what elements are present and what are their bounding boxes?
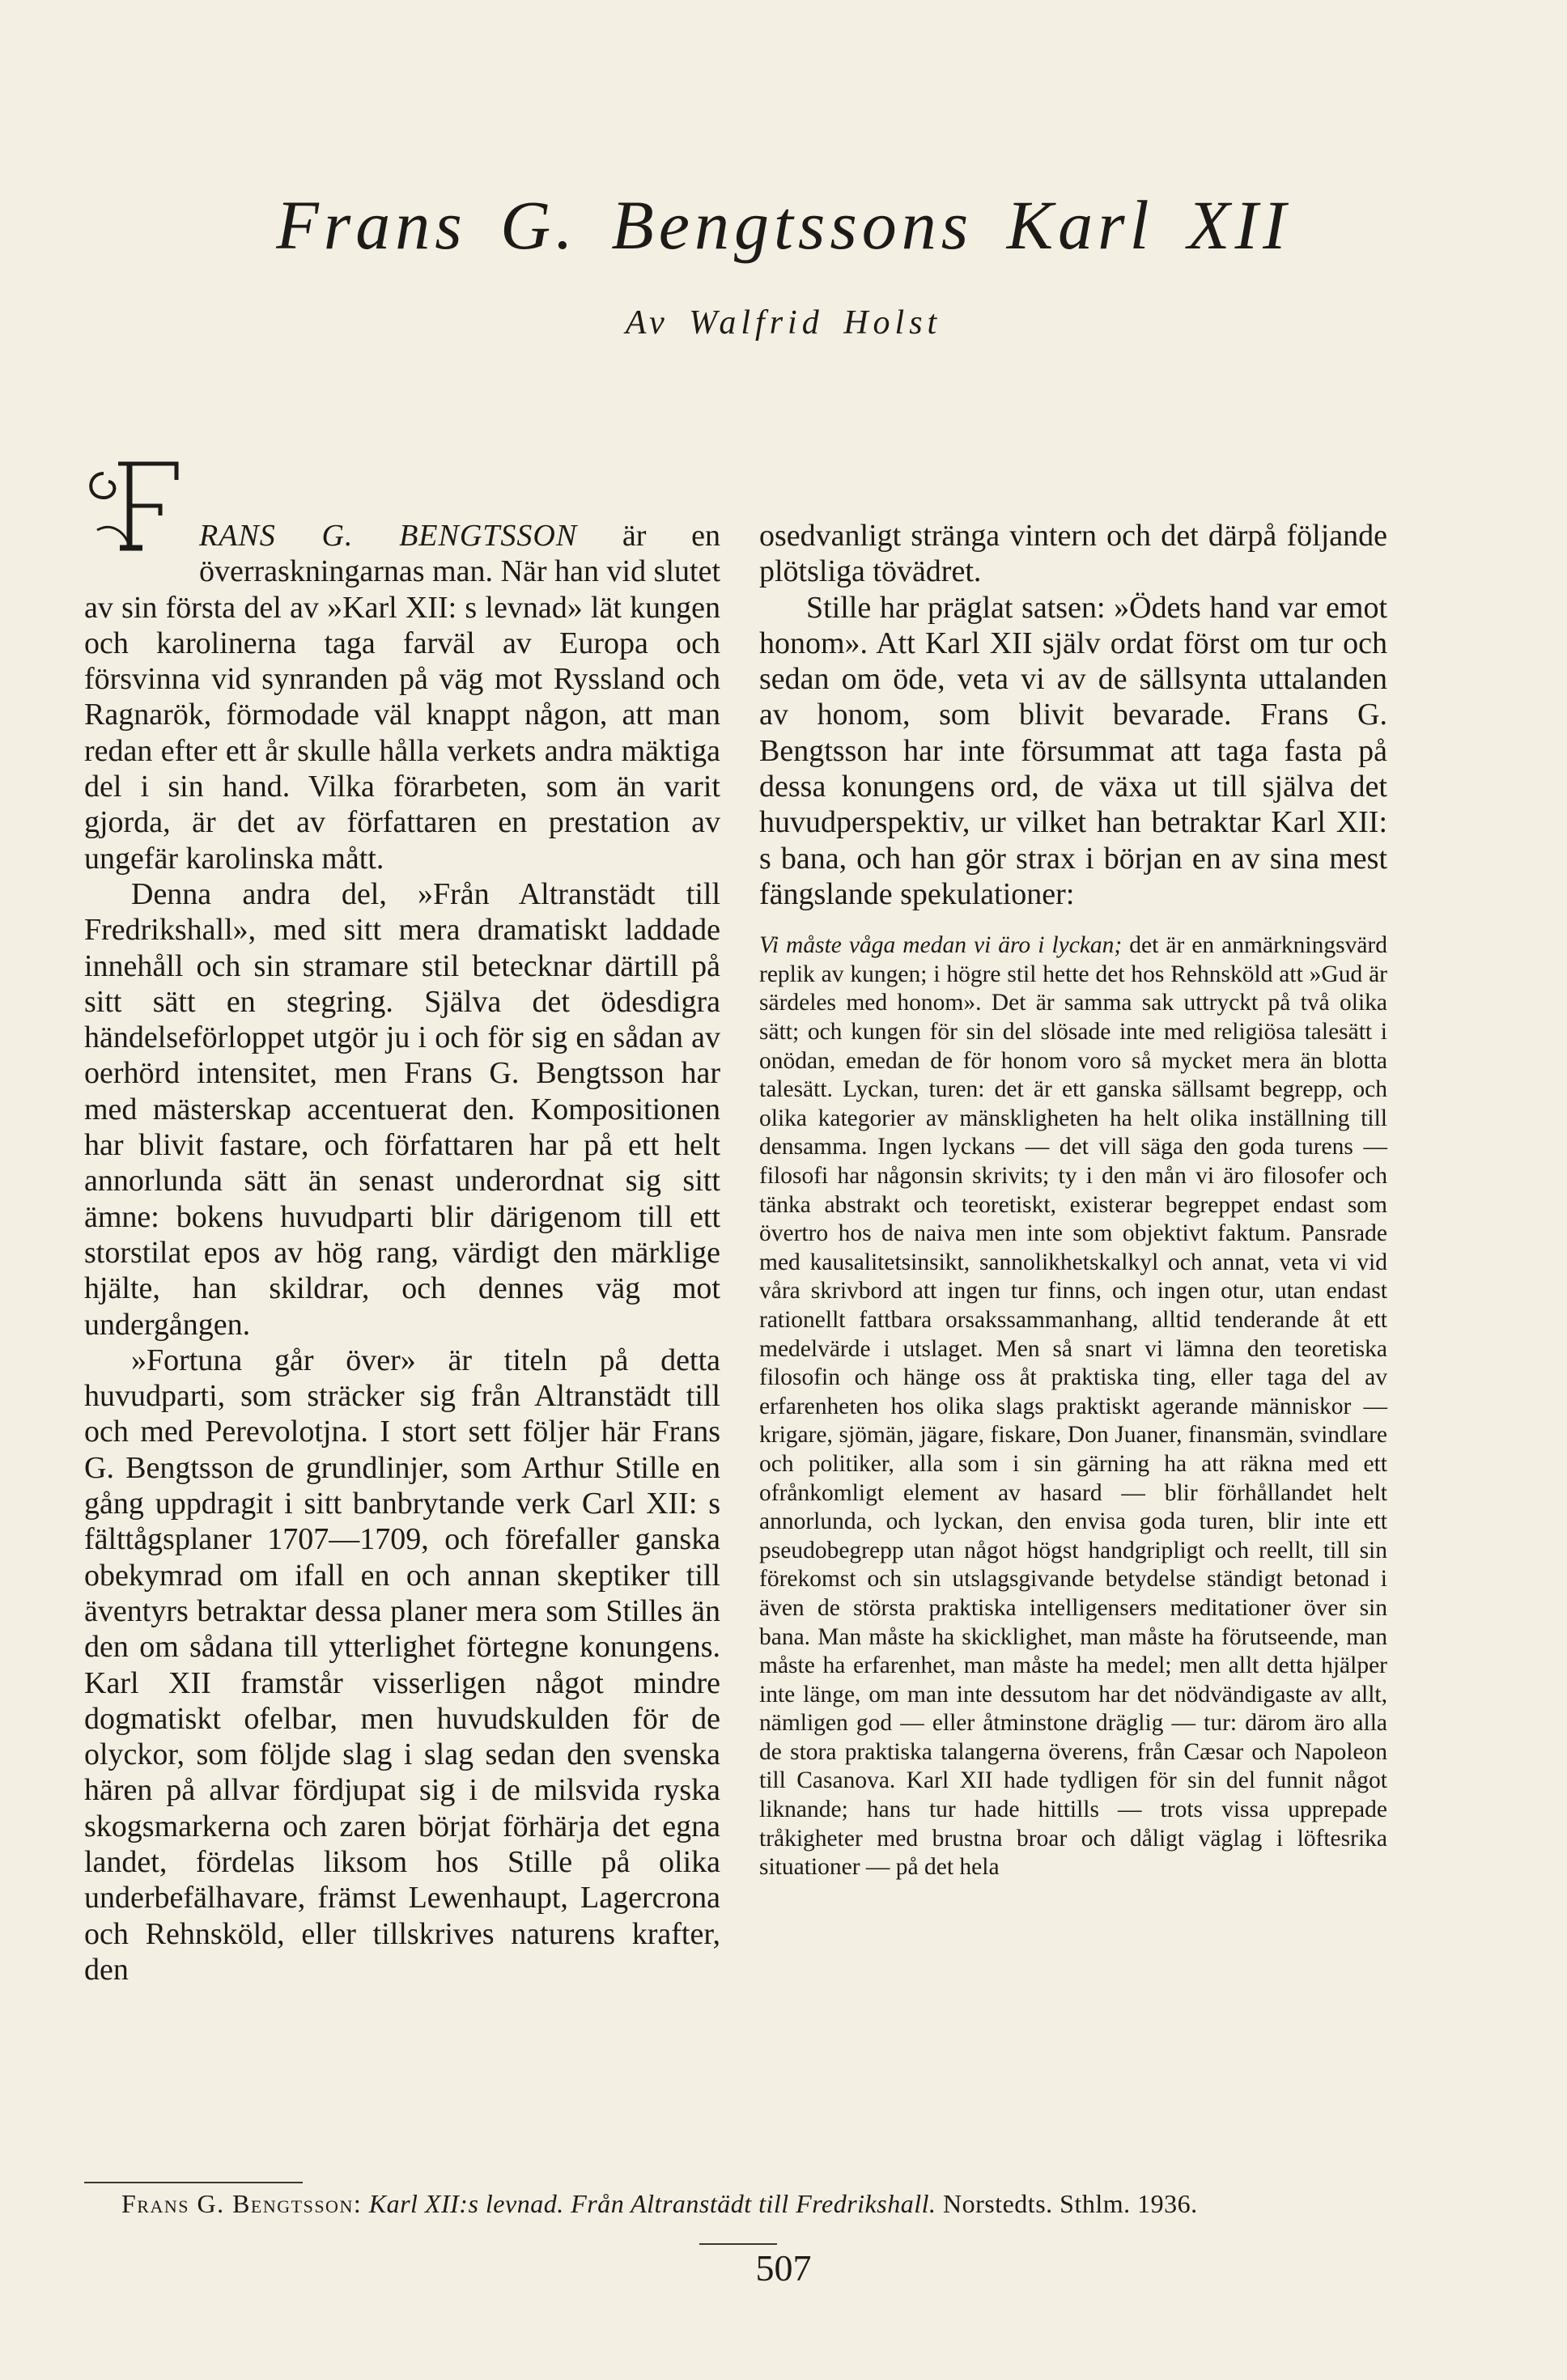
footnote-publisher: Norstedts. Sthlm. 1936. <box>942 2189 1198 2218</box>
left-column <box>84 490 720 1988</box>
article-title: Frans G. Bengtssons Karl XII <box>276 186 1291 264</box>
page-number-rule <box>699 2243 777 2245</box>
paragraph-text: är en överraskningarnas man. När han vid slutet av sin första del av »Karl XII: s levnad» lät kungen och karolinerna taga farväl av Europa och försvinna vid synranden på väg mot Ryssland och Ragnarök, förmodade väl knappt någon, att man redan efter ett år skulle hålla verkets andra mäktiga del i sin hand. Vilka förarbeten, som än varit gjorda, är det av författaren en prestation av ungefär karolinska mått. <box>84 519 720 876</box>
page-number: 507 <box>755 2247 812 2289</box>
article-author: Av Walfrid Holst <box>625 304 942 342</box>
block-quote <box>759 931 1387 1882</box>
paragraph: Stille har präglat satsen: »Ödets hand var emot honom». Att Karl XII själv ordat först om tur och sedan om öde, veta vi av de sällsynta uttalanden av honom, som blivit bevarade. Frans G. Bengtsson har inte försummat att taga fasta på dessa konungens ord, de växa ut till själva det huvudperspektiv, ur vilket han betraktar Karl XII: s bana, och han gör strax i början en av sina mest fängslande spekulationer: <box>759 590 1387 911</box>
paragraph: »Fortuna går över» är titeln på detta huvudparti, som sträcker sig från Altranstädt till och med Perevolotjna. I stort sett följer här Frans G. Bengtsson de grundlinjer, som Arthur Stille en gång uppdragit i sitt banbrytande verk Carl XII: s fälttågsplaner 1707—1709, och förefaller ganska obekymrad om ifall en och annan skeptiker till äventyrs betraktar dessa planer mera som Stilles än den om sådana till ytterlighet förtegne konungens. Karl XII framstår visserligen något mindre dogmatiskt ofelbar, men huvudskulden för de olyckor, som följde slag i slag sedan den svenska hären på allvar fördjupat sig i de milsvida ryska skogsmarkerna och zaren börjat förhärja det egna landet, fördelas liksom hos Stille på olika underbefälhavare, främst Lewenhaupt, Lagercrona och Rehnsköld, eller tillskrives naturens krafter, den <box>84 1343 720 1987</box>
paragraph <box>84 490 720 876</box>
footnote-book-title: Karl XII:s levnad. Från Altranstädt till Fredrikshall. <box>368 2189 936 2218</box>
footnote <box>121 2189 1457 2219</box>
right-column <box>759 518 1387 1882</box>
lead-in-words: RANS G. BENGTSSON <box>199 519 578 553</box>
footnote-author: Frans G. Bengtsson: <box>121 2189 363 2218</box>
quote-italic: Vi måste våga medan vi äro i lyckan; <box>759 932 1123 959</box>
quote-text: det är en anmärkningsvärd replik av kungen; i högre stil hette det hos Rehnsköld att »Gud är särdeles med honom». Det är samma sak uttryckt på två olika sätt; och kungen för sin del slösade inte med religiösa talesätt i onödan, emedan de för honom voro så mycket mera än blotta talesätt. Lyckan, turen: det är ett ganska sällsamt begrepp, och olika kategorier av mänskligheten ha helt olika inställning till densamma. Ingen lyckans — det vill säga den goda turens — filosofi har någonsin skrivits; ty i den mån vi äro filosofer och tänka abstrakt och teoretiskt, existerar begreppet endast som övertro hos de naiva men inte som objektivt faktum. Pansrade med kausalitetsinsikt, sannolikhetskalkyl och annat, veta vi vid våra skrivbord att ingen tur finns, och ingen otur, utan endast rationellt fattbara orsakssammanhang, alltid tenderande åt ett medelvärde i utslaget. Men så snart vi lämna den teoretiska filosofin och hänge oss åt praktiska ting, eller taga del av erfarenheten hos olika slags praktiskt agerande människor — krigare, sjömän, jägare, fiskare, Don Juaner, finansmän, svindlare och politiker, alla som i sin gärning ha att räkna med ett ofrånkomligt element av hasard — blir förhållandet helt annorlunda, och lyckan, den envisa goda turen, blir inte ett pseudobegrepp utan något högst handgripligt och reellt, till sin förekomst och sin utslagsgivande betydelse ständigt betonad i även de största praktiska intelligensers meditationer över sin bana. Man måste ha skicklighet, man måste ha förutseende, man måste ha erfarenhet, man måste ha medel; men allt detta hjälper inte länge, om man inte dessutom har det nödvändigaste av allt, nämligen god — eller åtminstone dräglig — tur: därom äro alla de stora praktiska talangerna överens, från Cæsar och Napoleon till Casanova. Karl XII hade tydligen för sin del funnit något liknande; hans tur hade hittills — trots vissa upprepade tråkigheter med brustna broar och dåligt väglag i löftesrika situationer — på det hela <box>759 932 1388 1881</box>
ornate-initial-icon <box>79 441 193 554</box>
footnote-divider <box>84 2182 303 2183</box>
dropcap-ornament <box>79 441 193 554</box>
paragraph: Denna andra del, »Från Altranstädt till Fredrikshall», med sitt mera dramatiskt laddade innehåll och sin stramare stil betecknar därtill på sitt sätt en stegring. Själva det ödesdigra händelseförloppet utgör ju i och för sig en sådan av oerhörd intensitet, men Frans G. Bengtsson har med mästerskap accentuerat den. Kompositionen har blivit fastare, och författaren har på ett helt annorlunda sätt än senast underordnat sig sitt ämne: bokens huvudparti blir därigenom till ett storstilat epos av hög rang, värdigt den märklige hjälte, han skildrar, och dennes väg mot undergången. <box>84 876 720 1342</box>
paragraph: osedvanligt stränga vintern och det därpå följande plötsliga tövädret. <box>759 519 1387 589</box>
